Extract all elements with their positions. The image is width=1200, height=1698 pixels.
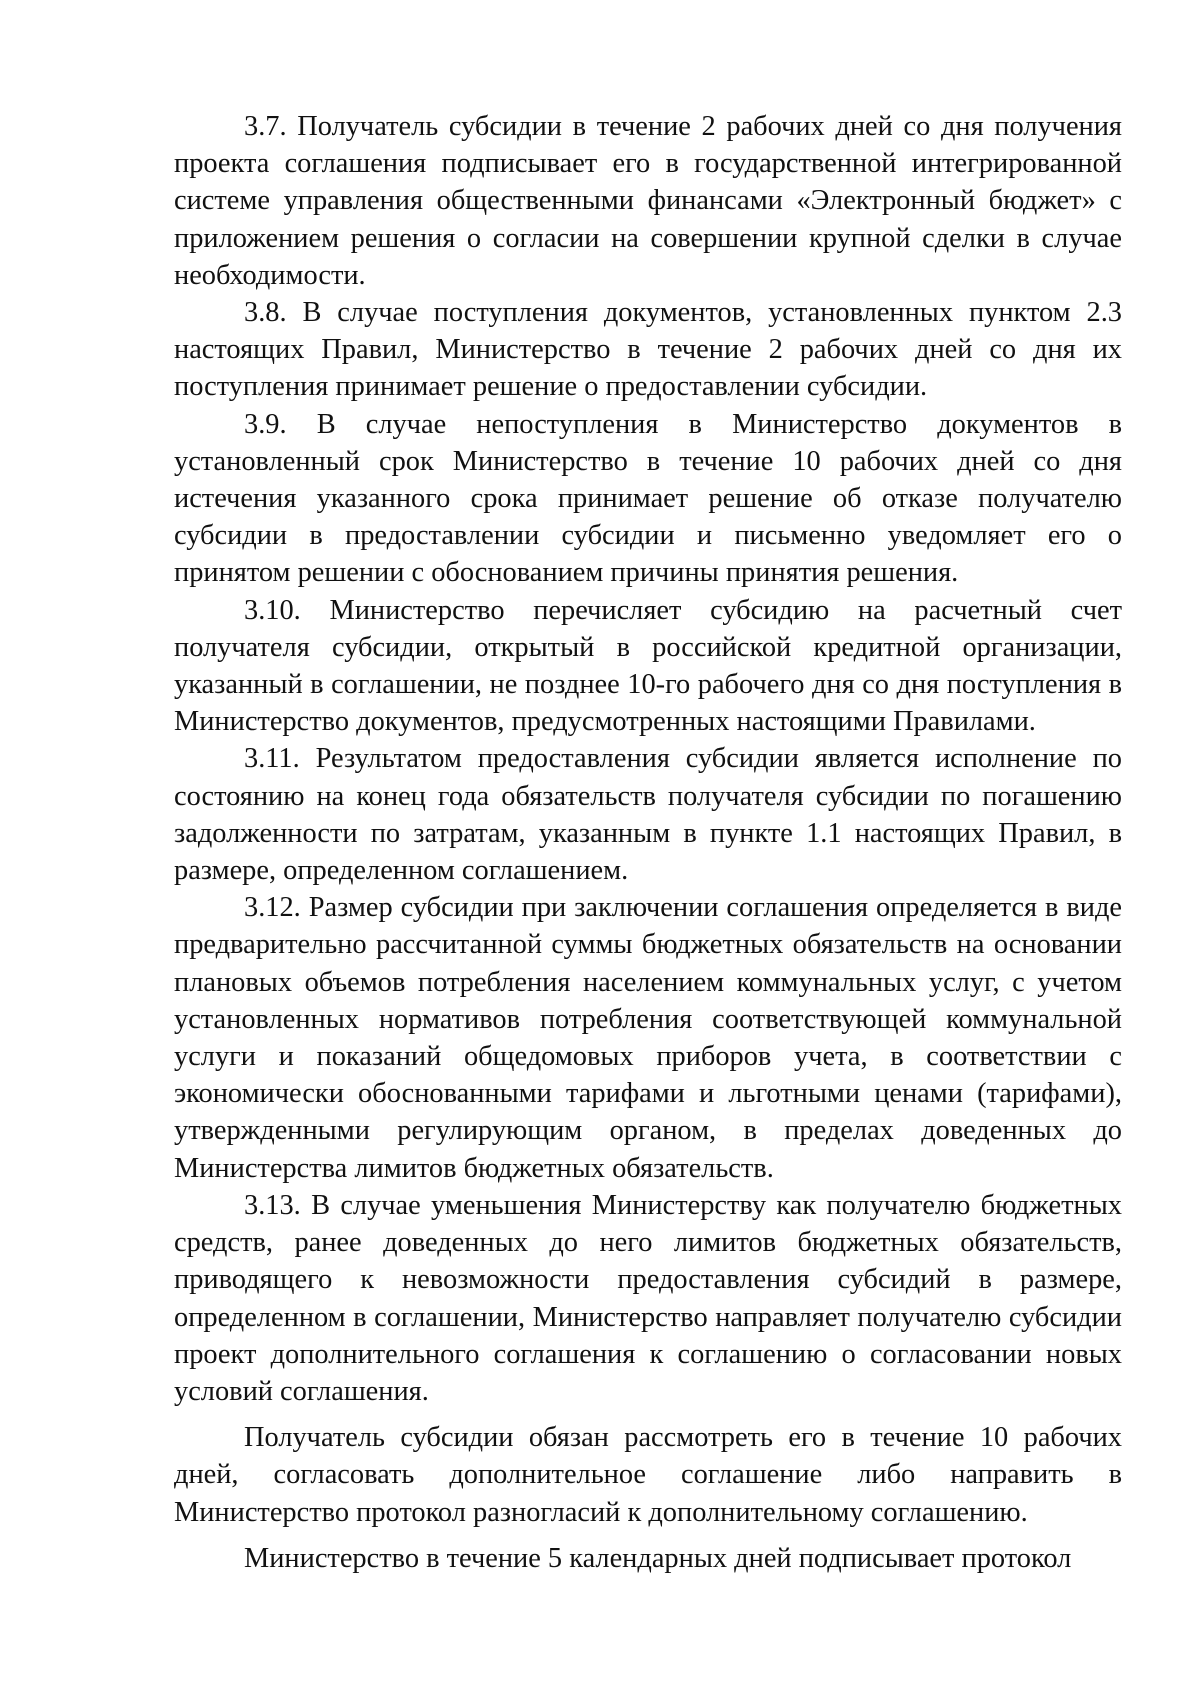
paragraph-recipient-obligation: Получатель субсидии обязан рассмотреть его в течение 10 рабочих дней, согласовать дополнительное соглашение либо направить в Министерство протокол разногласий к дополнительному соглашению. xyxy=(174,1422,1122,1528)
paragraph-3-11: 3.11. Результатом предоставления субсидии является исполнение по состоянию на конец года обязательств получателя субсидии по погашению задолженности по затратам, указанным в пункте 1.1 настоящих Правил, в размере, определенном соглашением. xyxy=(174,743,1122,887)
paragraph-3-12: 3.12. Размер субсидии при заключении соглашения определяется в виде предварительно рассчитанной суммы бюджетных обязательств на основании плановых объемов потребления населением коммунальных услуг, с учетом установленных нормативов потребления соответствующей коммунальной услуги и показаний общедомовых приборов учета, в соответствии с экономически обоснованными тарифами и льготными ценами (тарифами), утвержденными регулирующим органом, в пределах доведенных до Министерства лимитов бюджетных обязательств. xyxy=(174,892,1122,1184)
paragraph-3-8: 3.8. В случае поступления документов, установленных пунктом 2.3 настоящих Правил, Министерство в течение 2 рабочих дней со дня их поступления принимает решение о предоставлении субсидии. xyxy=(174,297,1122,403)
paragraph-3-9: 3.9. В случае непоступления в Министерство документов в установленный срок Министерство в течение 10 рабочих дней со дня истечения указанного срока принимает решение об отказе получателю субсидии в предоставлении субсидии и письменно уведомляет его о принятом решении с обоснованием причины принятия решения. xyxy=(174,408,1122,589)
paragraph-3-7: 3.7. Получатель субсидии в течение 2 рабочих дней со дня получения проекта соглашения подписывает его в государственной интегрированной системе управления общественными финансами «Электронный бюджет» с приложением решения о согласии на совершении крупной сделки в случае необходимости. xyxy=(174,111,1122,291)
document-page xyxy=(174,108,1122,1577)
paragraph-3-13: 3.13. В случае уменьшения Министерству как получателю бюджетных средств, ранее доведенных до него лимитов бюджетных обязательств, приводящего к невозможности предоставления субсидий в размере, определенном в соглашении, Министерство направляет получателю субсидии проект дополнительного соглашения к соглашению о согласовании новых условий соглашения. xyxy=(174,1189,1122,1407)
paragraph-ministry-signing: Министерство в течение 5 календарных дней подписывает протокол xyxy=(244,1542,1072,1574)
paragraph-3-10: 3.10. Министерство перечисляет субсидию на расчетный счет получателя субсидии, открытый в российской кредитной организации, указанный в соглашении, не позднее 10-го рабочего дня со дня поступления в Министерство документов, предусмотренных настоящими Правилами. xyxy=(174,594,1122,738)
